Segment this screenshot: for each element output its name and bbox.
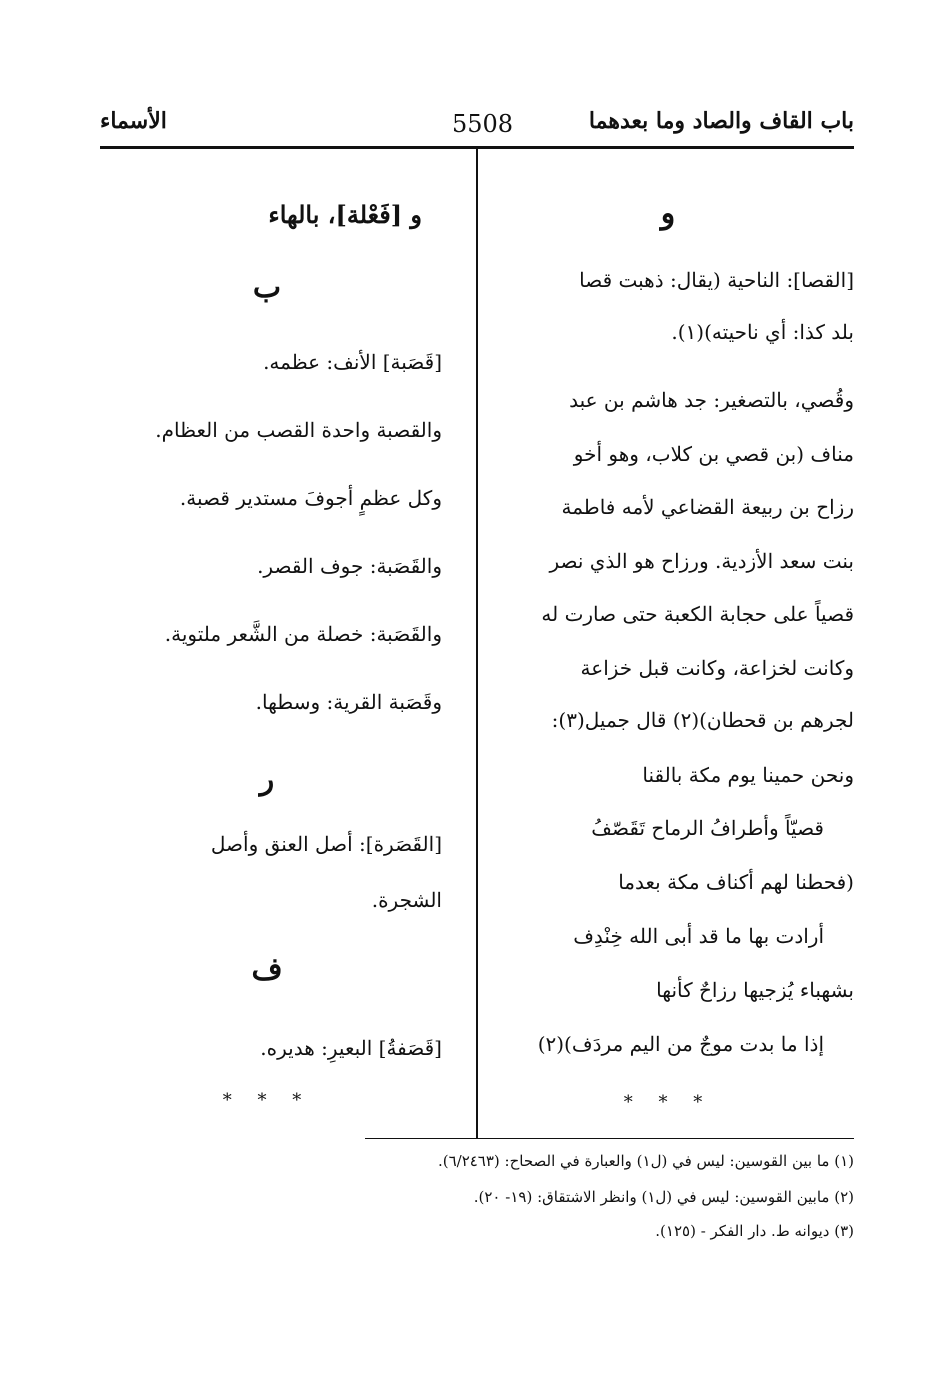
footnote: (١) ما بين القوسين: ليس في (ل١) والعبارة في الصحاح: (٦/٢٤٦٣).: [437, 1152, 854, 1170]
page-number: 5508: [452, 110, 514, 138]
text-line: بنت سعد الأزدية. ورزاح هو الذي نصر: [549, 549, 854, 573]
text-line: مناف (بن قصي بن كلاب، وهو أخو: [573, 442, 854, 466]
text-line: [قَصَبة] الأنف: عظمه.: [263, 350, 442, 374]
section-letter-ba: ب: [252, 270, 282, 305]
verse-line: قصيّاً وأطرافُ الرماح تَقَصّفُ: [591, 816, 824, 840]
text-line: رزاح بن ربيعة القضاعي لأمه فاطمة: [561, 495, 854, 519]
text-line: بلد كذا: أي ناحيته)(١).: [671, 320, 854, 344]
verse-line: ونحن حمينا يوم مكة بالقنا: [642, 763, 854, 787]
verse-line: (فحطنا لهم أكناف مكة بعدما: [618, 870, 854, 894]
text-line: والقصبة واحدة القصب من العظام.: [155, 418, 442, 442]
text-line: [القَصَرة]: أصل العنق وأصل: [210, 832, 442, 856]
footnote-rule: [365, 1138, 854, 1139]
running-header-chapter: باب القاف والصاد وما بعدهما: [588, 108, 854, 134]
section-letter-fa: ف: [251, 952, 283, 987]
text-line: والقَصَبة: خصلة من الشَّعر ملتوية.: [164, 622, 442, 646]
verse-line: أرادت بها ما قد أبى الله خِنْدِف: [573, 924, 824, 948]
running-header-section: الأسماء: [100, 108, 167, 134]
text-line: وقُصي، بالتصغير: جد هاشم بن عبد: [569, 388, 854, 412]
text-line: قصياً على حجابة الكعبة حتى صارت له: [541, 602, 854, 626]
verse-line: بشهباء يُزجيها رزاحٌ كأنها: [656, 978, 854, 1002]
footnote: (٢) مابين القوسين: ليس في (ل١) وانظر الاشتقاق: (١٩- ٢٠).: [473, 1188, 854, 1206]
text-line: وقَصَبة القرية: وسطها.: [255, 690, 442, 714]
section-letter-ra: ر: [259, 762, 275, 797]
verse-line: إذا ما بدت موجٌ من اليم مردَف)(٢): [537, 1032, 824, 1056]
text-line: [قَصَفةُ] البعيرِ: هديره.: [260, 1036, 442, 1060]
footnote: (٣) ديوانه ط. دار الفكر - (١٢٥).: [655, 1222, 854, 1240]
section-letter-waw: و: [660, 196, 676, 231]
section-stars: * * *: [623, 1092, 713, 1113]
text-line: لجرهم بن قحطان)(٢) قال جميل(٣):: [551, 708, 854, 732]
column-divider: [476, 148, 478, 1138]
text-line: والقَصَبة: جوف القصر.: [257, 554, 442, 578]
text-line: وكل عظمٍ أجوفَ مستدير قصبة.: [179, 486, 442, 510]
section-heading: و [فَعْلة]، بالهاء: [268, 200, 422, 229]
section-stars: * * *: [222, 1090, 312, 1111]
text-line: الشجرة.: [371, 888, 442, 912]
text-line: وكانت لخزاعة، وكانت قبل خزاعة: [580, 656, 854, 680]
text-line: [القصا]: الناحية (يقال: ذهبت قصا: [579, 268, 854, 292]
